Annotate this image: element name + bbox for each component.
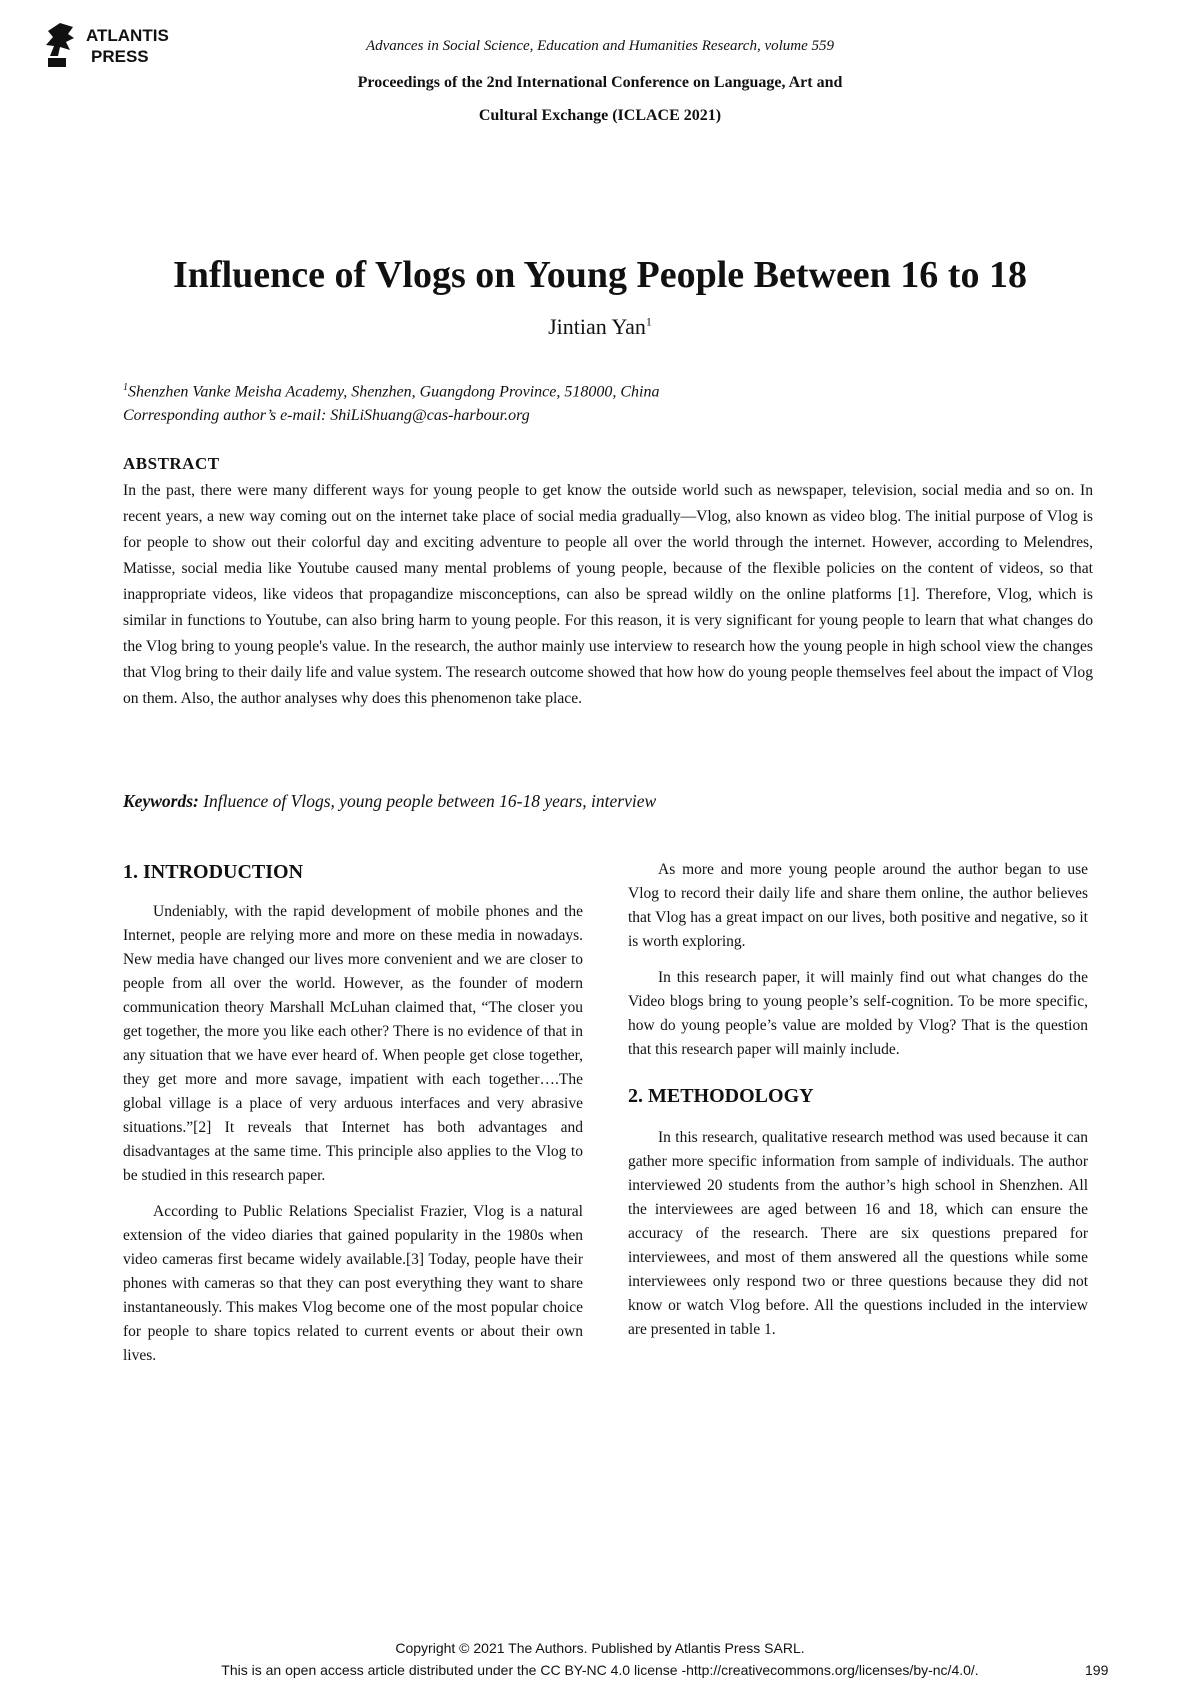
- intro-paragraph-1: Undeniably, with the rapid development of mobile phones and the Internet, people are relying more and more on these media in nowadays. New media have changed our lives more convenient and we are closer to people from all over the world. However, as the founder of modern communication theory Marshall McLuhan claimed that, “The closer you get together, the more you like each other? There is no evidence of that in any situation that we have ever heard of. When people get close together, they get more and more savage, impatient with each together….The global village is a place of very arduous interfaces and very abrasive situations.”[2] It reveals that Internet has both advantages and disadvantages at the same time. This principle also applies to the Vlog to be studied in this research paper.: [123, 903, 583, 1184]
- copyright-line: Copyright © 2021 The Authors. Published by Atlantis Press SARL.: [395, 1640, 805, 1656]
- paper-title: Influence of Vlogs on Young People Between 16 to 18: [173, 254, 1027, 296]
- atlantis-logo-icon: [40, 20, 80, 70]
- logo-line-2: PRESS: [91, 47, 149, 66]
- affiliation-block: [123, 376, 659, 428]
- affiliation: [123, 376, 659, 404]
- corresponding-email: Corresponding author’s e-mail: ShiLiShuang@cas-harbour.org: [123, 407, 530, 425]
- author-superscript: 1: [645, 314, 652, 329]
- keywords-label: Keywords:: [123, 791, 199, 811]
- left-column: [123, 860, 583, 1380]
- abstract-heading: ABSTRACT: [123, 454, 220, 473]
- author-name: [60, 314, 1140, 340]
- abstract-text: In the past, there were many different ways for young people to get know the outside world such as newspaper, television, social media and so on. In recent years, a new way coming out on the internet take place of social media gradually—Vlog, also known as video blog. The initial purpose of Vlog is for people to show out their colorful day and exciting adventure to people all over the world through the internet. However, according to Melendres, Matisse, social media like Youtube caused many mental problems of young people, because of the flexible policies on the content of videos, so that inappropriate videos, like videos that propagandize misconceptions, can also be spread wildly on the online platforms [1]. Therefore, Vlog, which is similar in functions to Youtube, can also bring harm to young people. For this reason, it is very significant for young people to learn that what changes do the Vlog bring to young people's value. In the research, the author mainly use interview to research how the young people in high school view the changes that Vlog bring to their daily life and value system. The research outcome showed that how how do young people themselves feel about the impact of Vlog on them. Also, the author analyses why does this phenomenon take place.: [123, 482, 1093, 707]
- intro-paragraph-2: According to Public Relations Specialist Frazier, Vlog is a natural extension of the video diaries that gained popularity in the 1980s when video cameras first became widely available.[3] Today, people have their phones with cameras so that they can post everything they want to share instantaneously. This makes Vlog become one of the most popular choice for people to share topics related to current events or about their own lives.: [123, 1203, 583, 1364]
- intro-paragraph-4: In this research paper, it will mainly find out what changes do the Video blogs bring to young people’s self-cognition. To be more specific, how do young people’s value are molded by Vlog? That is the question that this research paper will mainly include.: [628, 969, 1088, 1058]
- proceedings-title: [200, 66, 1000, 132]
- method-paragraph-1: In this research, qualitative research method was used because it can gather more specific information from sample of individuals. The author interviewed 20 students from the author’s high school in Shenzhen. All the interviewees are aged between 16 and 18, which can ensure the accuracy of the research. There are six questions prepared for interviewees, and most of them answered all the questions while some interviewees only respond two or three questions because they did not know or watch Vlog before. All the questions included in the interview are presented in table 1.: [628, 1129, 1088, 1338]
- keywords: [123, 791, 656, 812]
- proceedings-line-2: Cultural Exchange (ICLACE 2021): [478, 107, 722, 124]
- intro-paragraph-3: As more and more young people around the author began to use Vlog to record their daily life and share them online, the author believes that Vlog has a great impact on our lives, both positive and negative, so it is worth exploring.: [628, 861, 1088, 950]
- series-title: Advances in Social Science, Education and Humanities Research, volume 559: [365, 38, 835, 54]
- methodology-heading: 2. METHODOLOGY: [628, 1085, 814, 1107]
- page-number: 199: [1085, 1662, 1109, 1678]
- keywords-text: Influence of Vlogs, young people between 16-18 years, interview: [203, 791, 657, 811]
- affiliation-superscript: 1: [123, 382, 128, 393]
- proceedings-line-1: Proceedings of the 2nd International Conference on Language, Art and: [357, 74, 843, 91]
- author-name-text: Jintian Yan: [548, 314, 646, 339]
- publisher-logo: [40, 20, 190, 80]
- introduction-heading: 1. INTRODUCTION: [123, 861, 304, 883]
- affiliation-text: Shenzhen Vanke Meisha Academy, Shenzhen, Guangdong Province, 518000, China: [128, 383, 660, 401]
- license-line: This is an open access article distributed under the CC BY-NC 4.0 license -http://creativecommons.org/licenses/by-nc/4.0/.: [221, 1662, 979, 1678]
- logo-line-1: ATLANTIS: [86, 26, 169, 45]
- right-column: [628, 858, 1088, 1354]
